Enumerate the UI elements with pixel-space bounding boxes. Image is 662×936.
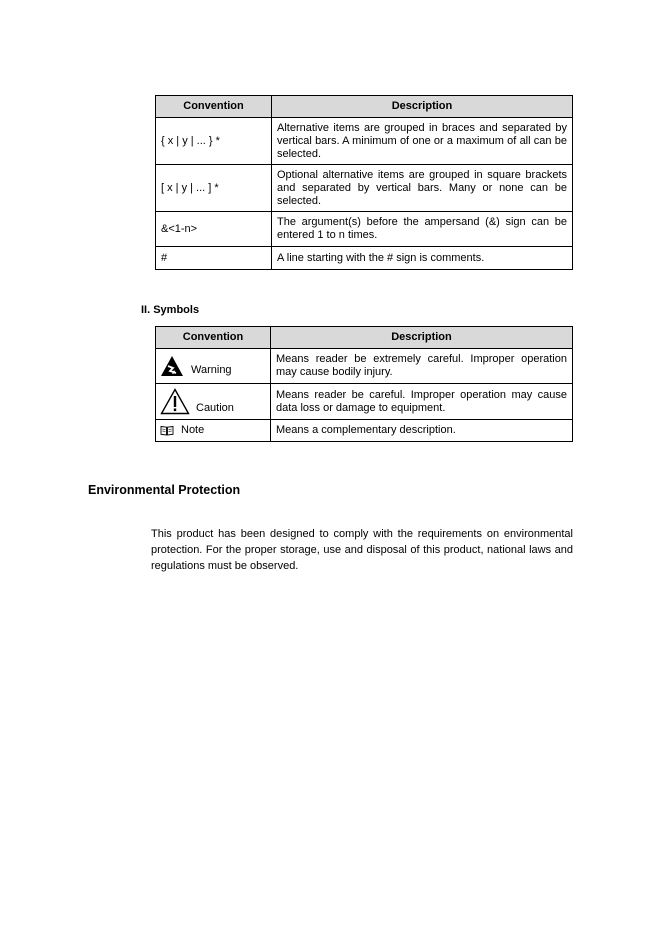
symbol-label: Note	[181, 424, 205, 436]
symbol-cell	[156, 349, 271, 384]
header-description: Description	[271, 327, 573, 349]
conventions-table	[155, 95, 573, 270]
table-row	[156, 165, 573, 212]
description-cell: Means reader be extremely careful. Improper operation may cause bodily injury.	[271, 349, 573, 384]
caution-icon	[160, 388, 190, 415]
table-header-row	[156, 327, 573, 349]
description-cell: Optional alternative items are grouped in square brackets and separated by vertical bars. Many or none can be selected.	[272, 165, 573, 212]
header-convention: Convention	[156, 327, 271, 349]
note-book-icon	[160, 425, 174, 436]
table-row	[156, 247, 573, 270]
header-description: Description	[272, 96, 573, 118]
environmental-protection-heading: Environmental Protection	[88, 483, 241, 497]
convention-cell: [ x | y | ... ] *	[156, 165, 272, 212]
convention-cell: &<1-n>	[156, 212, 272, 247]
environmental-protection-paragraph: This product has been designed to comply with the requirements on environmental protection. For the proper storage, use and disposal of this product, national laws and regulations must be observed.	[151, 528, 573, 572]
description-cell: The argument(s) before the ampersand (&) sign can be entered 1 to n times.	[272, 212, 573, 247]
description-cell: Means a complementary description.	[271, 420, 573, 442]
description-cell: Means reader be careful. Improper operation may cause data loss or damage to equipment.	[271, 384, 573, 420]
symbol-cell	[156, 420, 271, 442]
description-cell: A line starting with the # sign is comments.	[272, 247, 573, 270]
convention-cell: #	[156, 247, 272, 270]
table-row	[156, 212, 573, 247]
header-convention: Convention	[156, 96, 272, 118]
convention-cell: { x | y | ... } *	[156, 118, 272, 165]
warning-icon	[160, 355, 184, 377]
description-cell: Alternative items are grouped in braces and separated by vertical bars. A minimum of one or a maximum of all can be selected.	[272, 118, 573, 165]
table-row	[156, 118, 573, 165]
table-row	[156, 349, 573, 384]
symbols-heading: II. Symbols	[141, 304, 200, 316]
symbol-label: Caution	[196, 402, 234, 414]
symbol-label: Warning	[191, 364, 232, 376]
table-header-row	[156, 96, 573, 118]
table-row	[156, 420, 573, 442]
symbols-table	[155, 326, 573, 442]
symbol-cell	[156, 384, 271, 420]
table-row	[156, 384, 573, 420]
